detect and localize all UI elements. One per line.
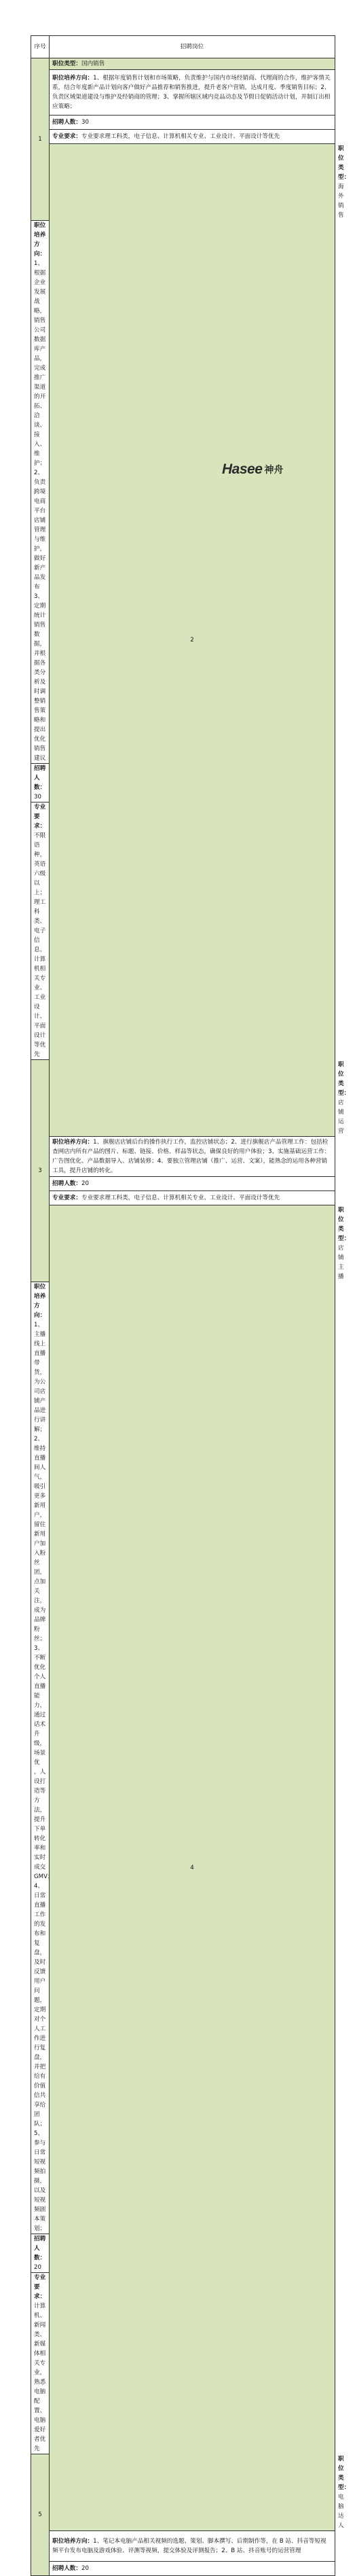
count-label: 招聘人数： (52, 1180, 81, 1187)
title-header: 招聘岗位 (50, 36, 335, 58)
major-label: 专业要求： (34, 2274, 46, 2300)
position-direction: 1、根据企业发展战略，销售公司数据库产品，完成推广渠道的开拓、洽谈、接入、维护；2、负责跨境电商平台店铺管理与维护，做好新产品发布 3、定期统计销售数据，并根据各类分析及时调整销售策略和提出优化销售建议 (34, 260, 46, 762)
type-label: 职位类型： (338, 2456, 350, 2491)
recruitment-table (31, 35, 350, 2576)
position-count: 20 (81, 2565, 89, 2572)
direction-label: 职位培养方向： (52, 2538, 94, 2545)
position-count-row (31, 2562, 335, 2576)
position-direction: 1、旗舰店店铺后台的操作执行工作，监控店铺状态；2、进行旗舰店产品管理工作：包括检查网店内所有产品的图片、标题、链接、价格、样品等状态，确保良好的用户体验；3、实施基础运营工作：广告图优化、产品数据导入、店铺装修；4、要独立管理店铺（推广、运营、文案），能熟念的运用各种营销工具，提升店铺的转化。 (52, 1139, 331, 1174)
position-direction-cell (50, 1137, 335, 1177)
type-label: 职位类型： (338, 1061, 350, 1097)
position-count: 30 (81, 119, 89, 126)
position-type-row (31, 1205, 335, 1282)
position-type: 店铺运营 (338, 1099, 344, 1135)
hasee-logo (222, 462, 283, 477)
position-major: 专业要求理工科类，电子信息、计算机相关专业、工业设计、平面设计等优先 (81, 1195, 280, 1201)
position-major-cell (31, 802, 50, 1060)
type-label: 职位类型： (52, 60, 81, 67)
position-direction: 1、主播线上直播带货，为公司店铺产品进行讲解；2、维持直播间人气，吸引更多新用户，留住新用户加入粉丝团，点加关注，成为品牌粉丝；3、不断优化个人直播能力，通过话术升级，场景优 ，人设打造等方法，提升下单转化率和实时成交 GMV；4、日常直播工作的发布和复盘，及时反馈用户问题，定期对个人工作进行复盘，并把给有价值信共享给团队；5、参与日常短视频拍摄，以及短视频剧本策划； (34, 1322, 54, 2232)
position-direction-row (31, 1137, 335, 1177)
logo-text-en: Hasee (222, 461, 263, 477)
position-type-row (31, 58, 335, 70)
position-count: 20 (34, 2264, 41, 2271)
position-count: 20 (81, 1180, 89, 1187)
position-type-row (31, 144, 335, 221)
position-count-cell (50, 2562, 335, 2576)
position-major-cell (50, 1191, 335, 1205)
position-number: 3 (31, 1060, 50, 1282)
position-type: 国内销售 (81, 60, 105, 67)
direction-label: 职位培养方向： (34, 222, 46, 258)
num-header: 序号 (31, 36, 50, 58)
position-major-cell (50, 130, 335, 144)
position-direction-cell (50, 70, 335, 116)
position-count-cell (50, 1177, 335, 1191)
position-number: 2 (50, 144, 335, 1137)
position-major-row (31, 1191, 335, 1205)
position-major: 计算机、新闻类、新媒体相关专业，熟悉电脑配置、电脑爱好者优先 (34, 2303, 46, 2452)
position-major-cell (31, 2273, 50, 2454)
position-count-row (31, 116, 335, 130)
position-direction-row (31, 70, 335, 116)
position-type: 电脑达人 (338, 2494, 344, 2529)
major-label: 专业要求： (52, 1195, 81, 1201)
table-header-row (31, 36, 335, 58)
count-label: 招聘人数： (52, 2565, 81, 2572)
count-label: 招聘人数： (34, 2236, 46, 2261)
position-number: 5 (31, 2454, 50, 2576)
position-major: 专业要求理工科类，电子信息、计算机相关专业、工业设计、平面设计等优先 (81, 133, 280, 140)
major-label: 专业要求： (52, 133, 81, 140)
position-count: 30 (34, 794, 41, 800)
count-label: 招聘人数： (52, 119, 81, 126)
count-label: 招聘人数： (34, 765, 46, 791)
direction-label: 职位培养方向： (52, 1139, 94, 1146)
logo-text-cn: 神舟 (264, 465, 284, 476)
position-direction-cell (31, 1282, 54, 2234)
position-major-row (31, 130, 335, 144)
position-type-cell (50, 58, 335, 70)
position-number: 4 (50, 1205, 335, 2531)
type-label: 职位类型： (338, 145, 350, 181)
position-type: 海外销售 (338, 183, 344, 219)
position-direction-cell (31, 221, 50, 764)
position-number: 1 (31, 58, 50, 221)
type-label: 职位类型： (338, 1207, 350, 1242)
position-count-cell (31, 764, 50, 802)
position-count-cell (31, 2234, 50, 2273)
position-direction: 1、根据年度销售计划和市场策略，负责维护与国内市场经销商、代理商的合作，维护客情关系，结合年度新产品计划向客户做好产品推荐和销售推进，提升老客户营销，达成月度、季度销售目标；2、负责区域渠道建设与维护及经销商的管理；3、掌握所辖区域内竞品动态及节假日促销活动计划，并制订出相应策略； (52, 75, 331, 110)
direction-label: 职位培养方向： (34, 1284, 46, 1319)
position-count-cell (50, 116, 335, 130)
position-direction: 1、笔记本电脑产品相关视频的选题、策划、脚本撰写、后期制作等，在 B 站、抖音等短视频平台发布电脑及游戏体验、评测等视频，提交体验及评测报告；2、B 站、抖音账号的运营管理 (52, 2538, 326, 2554)
direction-label: 职位培养方向： (52, 75, 94, 82)
major-label: 专业要求： (34, 804, 46, 830)
position-direction-cell (50, 2531, 335, 2562)
position-type: 店铺主播 (338, 1245, 344, 1280)
position-count-row (31, 1177, 335, 1191)
position-direction-row (31, 2531, 335, 2562)
position-major: 不限语种，英语六级以上；理工科类、电子信息、计算机相关专业、工业设计、平面设计等优先 (34, 832, 46, 1058)
